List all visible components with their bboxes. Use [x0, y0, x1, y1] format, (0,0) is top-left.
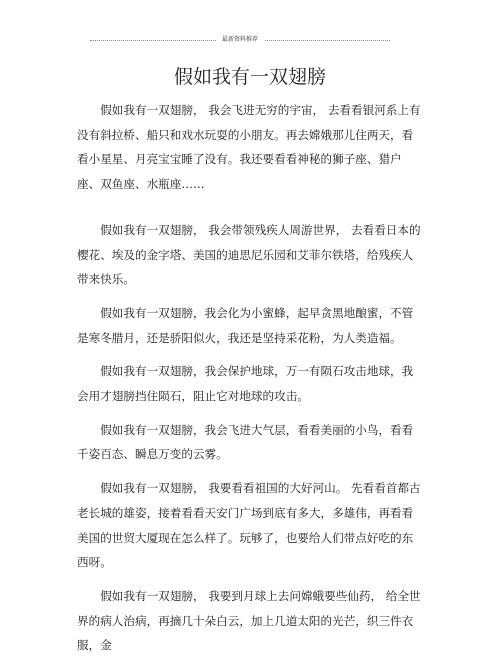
paragraph-2: 假如我有一双翅膀， 我会带领残疾人周游世界， 去看看日本的樱花、埃及的金字塔、美国的迪思尼乐园和艾菲尔铁塔，给残疾人带来快乐。	[77, 222, 421, 287]
header-text: 最新资料推荐	[216, 34, 264, 46]
page-title: 假如我有一双翅膀	[173, 66, 326, 88]
paragraph-3: 假如我有一双翅膀，我会化为小蜜蜂，起早贪黑地酿蜜，不管是寒冬腊月，还是骄阳似火，我还是坚持采花粉，为人类造福。	[77, 305, 414, 345]
paragraph-6: 假如我有一双翅膀， 我要看看祖国的大好河山。 先看看首都古老长城的雄姿，接着看看天安门广场到底有多大，多雄伟，再看看美国的世贸大厦现在怎么样了。玩够了，也要给人们带点好吃的东西呀。	[77, 481, 421, 570]
article-body	[77, 98, 422, 658]
paragraph-1: 假如我有一双翅膀， 我会飞进无穷的宇宙， 去看看银河系上有没有斜拉桥、船只和戏水玩耍的小朋友。再去嫦娥那儿住两天，看看小星星、月亮宝宝睡了没有。我还要看看神秘的狮子座、猎户座、双鱼座、水瓶座……	[77, 103, 421, 192]
paragraph-5: 假如我有一双翅膀，我会飞进大气层，看看美丽的小鸟，看看千姿百态、瞬息万变的云雾。	[77, 422, 414, 462]
paragraph-7: 假如我有一双翅膀， 我要到月球上去问嫦蛾要些仙药， 给全世界的病人治病，再摘几十朵白云，加上几道太阳的光芒，织三件衣服，金	[77, 588, 421, 653]
paragraph-4: 假如我有一双翅膀，我会保护地球，万一有陨石攻击地球，我会用才翅膀挡住陨石，阻止它对地球的攻击。	[77, 364, 414, 404]
page-header	[90, 34, 390, 46]
